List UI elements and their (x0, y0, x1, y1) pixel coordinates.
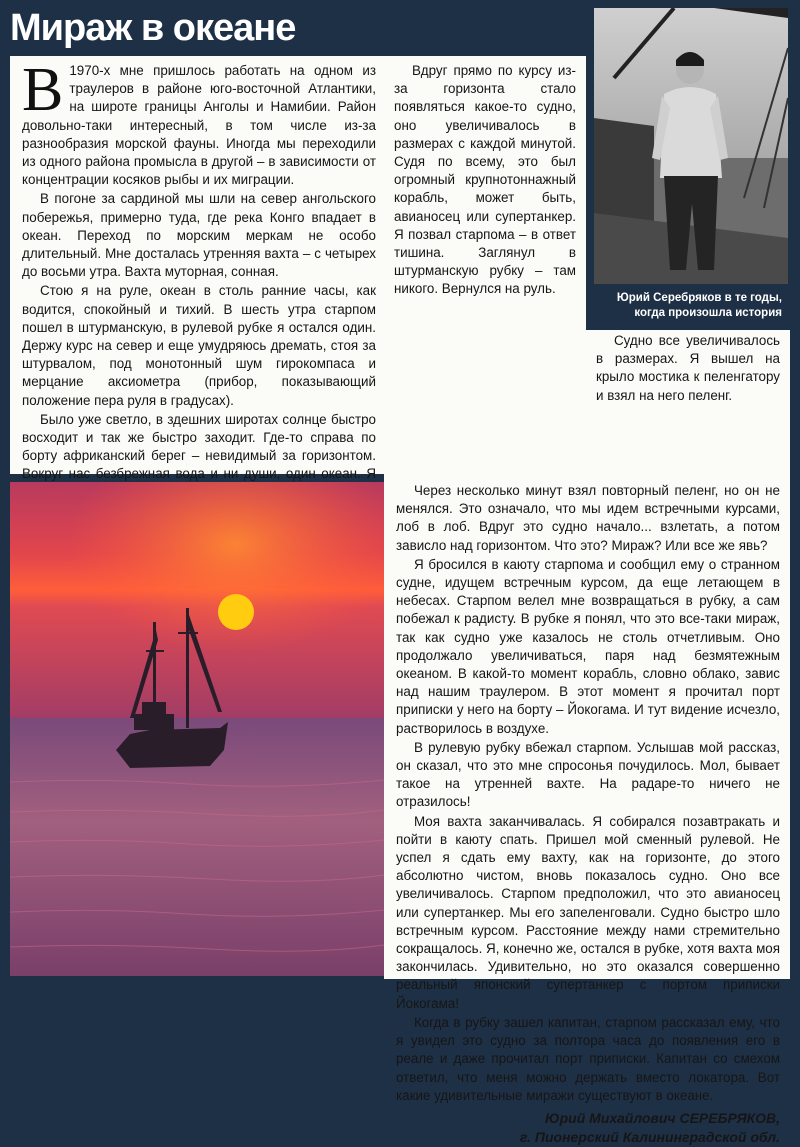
article-column-middle (384, 56, 586, 474)
article-column-bottom (384, 474, 790, 1145)
sunset-photo (10, 482, 384, 976)
paragraph: Было уже светло, в здешних широтах солнце быстро восходит и так же быстро заходит. Где-то справа по борту африканский берег – невидимый за горизонтом. Вокруг нас безбрежная вода и ни души, один океан. Я (22, 411, 376, 482)
paragraph: Вдруг прямо по курсу из-за горизонта стало появляться какое-то судно, оно увеличивалось в размерах с каждой минутой. Судя по всему, это был огромный крупнотоннажный корабль, может быть, авианосец или супертанкер. Я позвал старпома – в ответ тишина. Заглянул в штурманскую рубку – там никого. Вернулся на руль. (394, 63, 576, 297)
article-column-right (586, 330, 790, 474)
paragraph: В рулевую рубку вбежал старпом. Услышав мой рассказ, он сказал, что это мне спросонья почудилось. Мол, бывает такое на утренней вахте. На радаре-то ничего не отразилось! (396, 739, 780, 810)
paragraph: 1970-х мне пришлось работать на одном из траулеров в районе юго-восточной Атлантики, на широте границы Анголы и Намибии. Район довольно-таки интересный, в том числе из-за разнообразия морской фауны. Иногда мы переходили из одного района промысла в другой – в зависимости от концентрации косяков рыбы и их миграции. (22, 63, 376, 188)
author-location: г. Пионерский Калининградской обл. (519, 1128, 780, 1145)
paragraph: Я бросился в каюту старпома и сообщил ему о странном судне, идущем встречным курсом, да еще летающем в небесах. Старпом велел мне возвращаться в рубку, а сам побежал к радисту. В рубке я понял, что это все-таки мираж, так как судно уже казалось не столь отчетливым. Оно продолжало увеличиваться, паря над безмятежным океаном. В какой-то момент корабль, словно облако, завис над нашим траулером. В этот момент я прочитал порт приписки у него на борту – Йокогама. И тут видение исчезло, растворилось в воздухе. (396, 556, 780, 736)
paragraph: Через несколько минут взял повторный пеленг, но он не менялся. Это означало, что мы идем встречными курсами, лоб в лоб. Вдруг это судно начало... взлетать, а потом зависло над горизонтом. Что это? Мираж? Или все же явь? (396, 483, 780, 553)
portrait-photo (594, 8, 788, 284)
article-column-left (10, 56, 384, 482)
sunset-trawler-illustration (10, 482, 384, 976)
author-name: Юрий Михайлович СЕРЕБРЯКОВ, (545, 1109, 780, 1126)
photo-caption: Юрий Серебряков в те годы, когда произошла история (586, 284, 790, 330)
drop-cap: В (22, 56, 64, 124)
author-signature (396, 1109, 780, 1147)
paragraph: Когда в рубку зашел капитан, старпом рассказал ему, что я увидел это судно за полтора часа до появления его в реале и даже прочитал порт приписки. Капитан со смехом ответил, что меня можно держать вместо локатора. Вот какие удивительные миражи существуют в океане. (396, 1014, 780, 1103)
article-title: Мираж в океане (10, 7, 296, 49)
paragraph: Судно все увеличивалось в размерах. Я вышел на крыло мостика к пеленгатору и взял на него пеленг. (596, 333, 780, 403)
paragraph: В погоне за сардиной мы шли на север ангольского побережья, примерно туда, где река Конго впадает в океан. Переход по морским меркам не особо длительный. Мне досталась утренняя вахта – с четырех до восьми утра. Вахта муторная, сонная. (22, 191, 376, 280)
portrait-illustration (594, 8, 788, 284)
paragraph: Стою я на руле, океан в столь ранние часы, как водится, спокойный и тихий. В шесть утра старпом пошел в штурманскую, в рулевой рубке я остался один. Держу курс на север и еще умудряюсь дремать, стоя за штурвалом, под монотонный шум гирокомпаса и мерцание аксиометра (прибор, показывающий положение пера руля в градусах). (22, 283, 376, 408)
sun-icon (218, 594, 254, 630)
paragraph: Моя вахта заканчивалась. Я собирался позавтракать и пойти в каюту спать. Пришел мой сменный рулевой. Не успел я сдать ему вахту, как на горизонте, до этого абсолютно чистом, вновь показалось судно. Оно все увеличивалось. Старпом предположил, что это авианосец или супертанкер. Мы его запеленговали. Судно быстро шло встречным курсом. Расстояние между нами стремительно сокращалось. Я, конечно же, остался в рубке, хотя вахта моя закончилась. Удивительно, но это оказался совершенно реальный японский супертанкер с портом приписки Йокогама! (396, 813, 780, 1011)
